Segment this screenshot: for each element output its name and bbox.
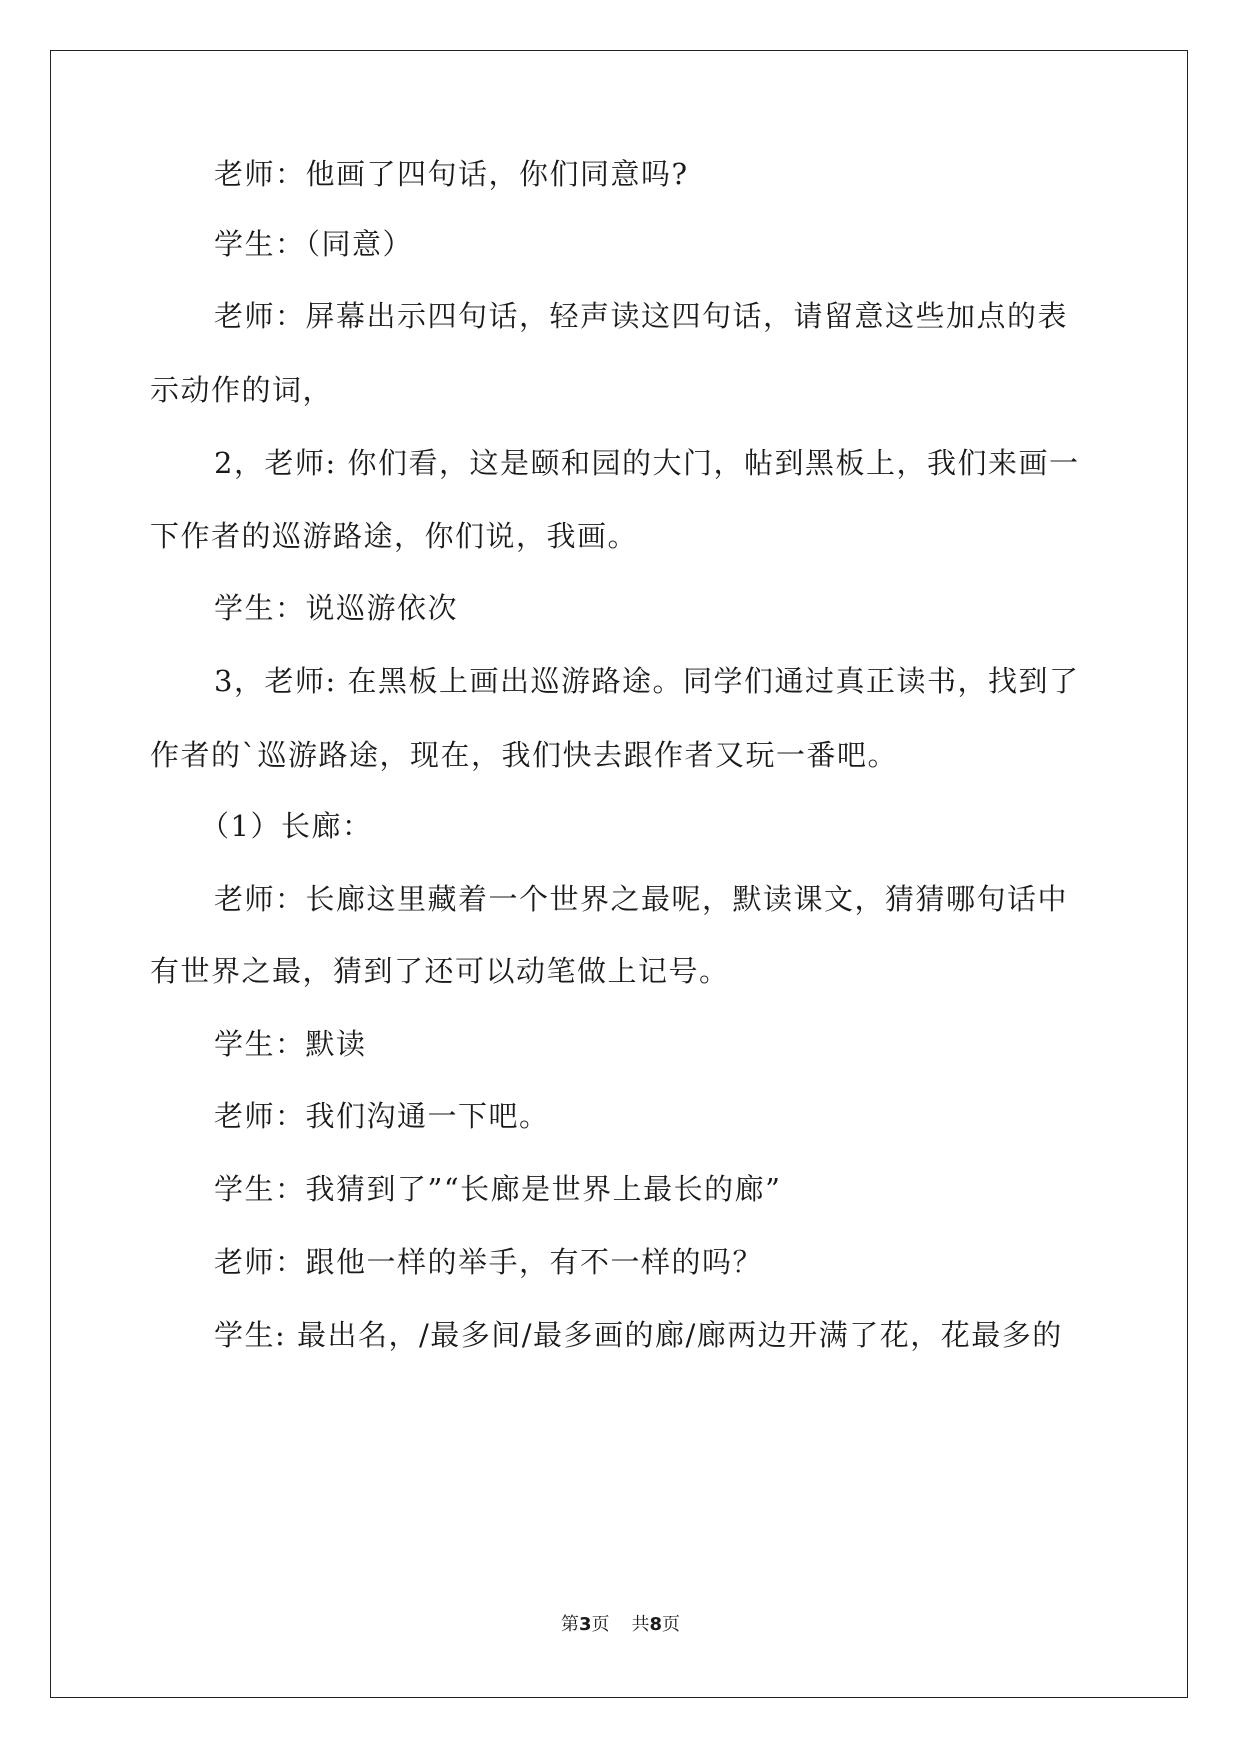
paragraph-line: 学生：（同意） [214,227,414,261]
page-suffix: 页 [591,1614,610,1635]
total-suffix: 页 [662,1614,681,1635]
paragraph-line: 学生：说巡游依次 [214,591,459,625]
paragraph-line: 3，老师: 在黑板上画出巡游路途。同学们通过真正读书，找到了 [214,664,1080,698]
paragraph-line: 老师：他画了四句话，你们同意吗? [214,157,689,191]
paragraph-line: 学生：我猜到了”“长廊是世界上最长的廊” [214,1172,782,1206]
page-footer [0,1612,1241,1638]
paragraph-line: 2，老师: 你们看，这是颐和园的大门，帖到黑板上，我们来画一 [214,446,1080,480]
paragraph-line: 作者的`巡游路途，现在，我们快去跟作者又玩一番吧。 [150,738,899,772]
page-current: 3 [578,1614,592,1635]
section-heading: （1）长廊： [200,809,373,843]
paragraph-line: 学生: 最出名，/最多间/最多画的廊/廊两边开满了花，花最多的 [214,1318,1063,1352]
paragraph-line: 老师：我们沟通一下吧。 [214,1099,550,1133]
paragraph-line: 老师：长廊这里藏着一个世界之最呢，默读课文，猜猜哪句话中 [214,882,1069,916]
page-prefix: 第 [560,1614,579,1635]
paragraph-line: 示动作的词， [150,373,334,407]
total-prefix: 共 [631,1614,650,1635]
paragraph-line: 老师：跟他一样的举手，有不一样的吗？ [214,1245,764,1279]
paragraph-line: 老师：屏幕出示四句话，轻声读这四句话，请留意这些加点的表 [214,299,1069,333]
paragraph-line: 下作者的巡游路途，你们说，我画。 [150,519,639,553]
paragraph-line: 学生：默读 [214,1027,367,1061]
paragraph-line: 有世界之最，猜到了还可以动笔做上记号。 [150,954,730,988]
page-total: 8 [649,1614,663,1635]
